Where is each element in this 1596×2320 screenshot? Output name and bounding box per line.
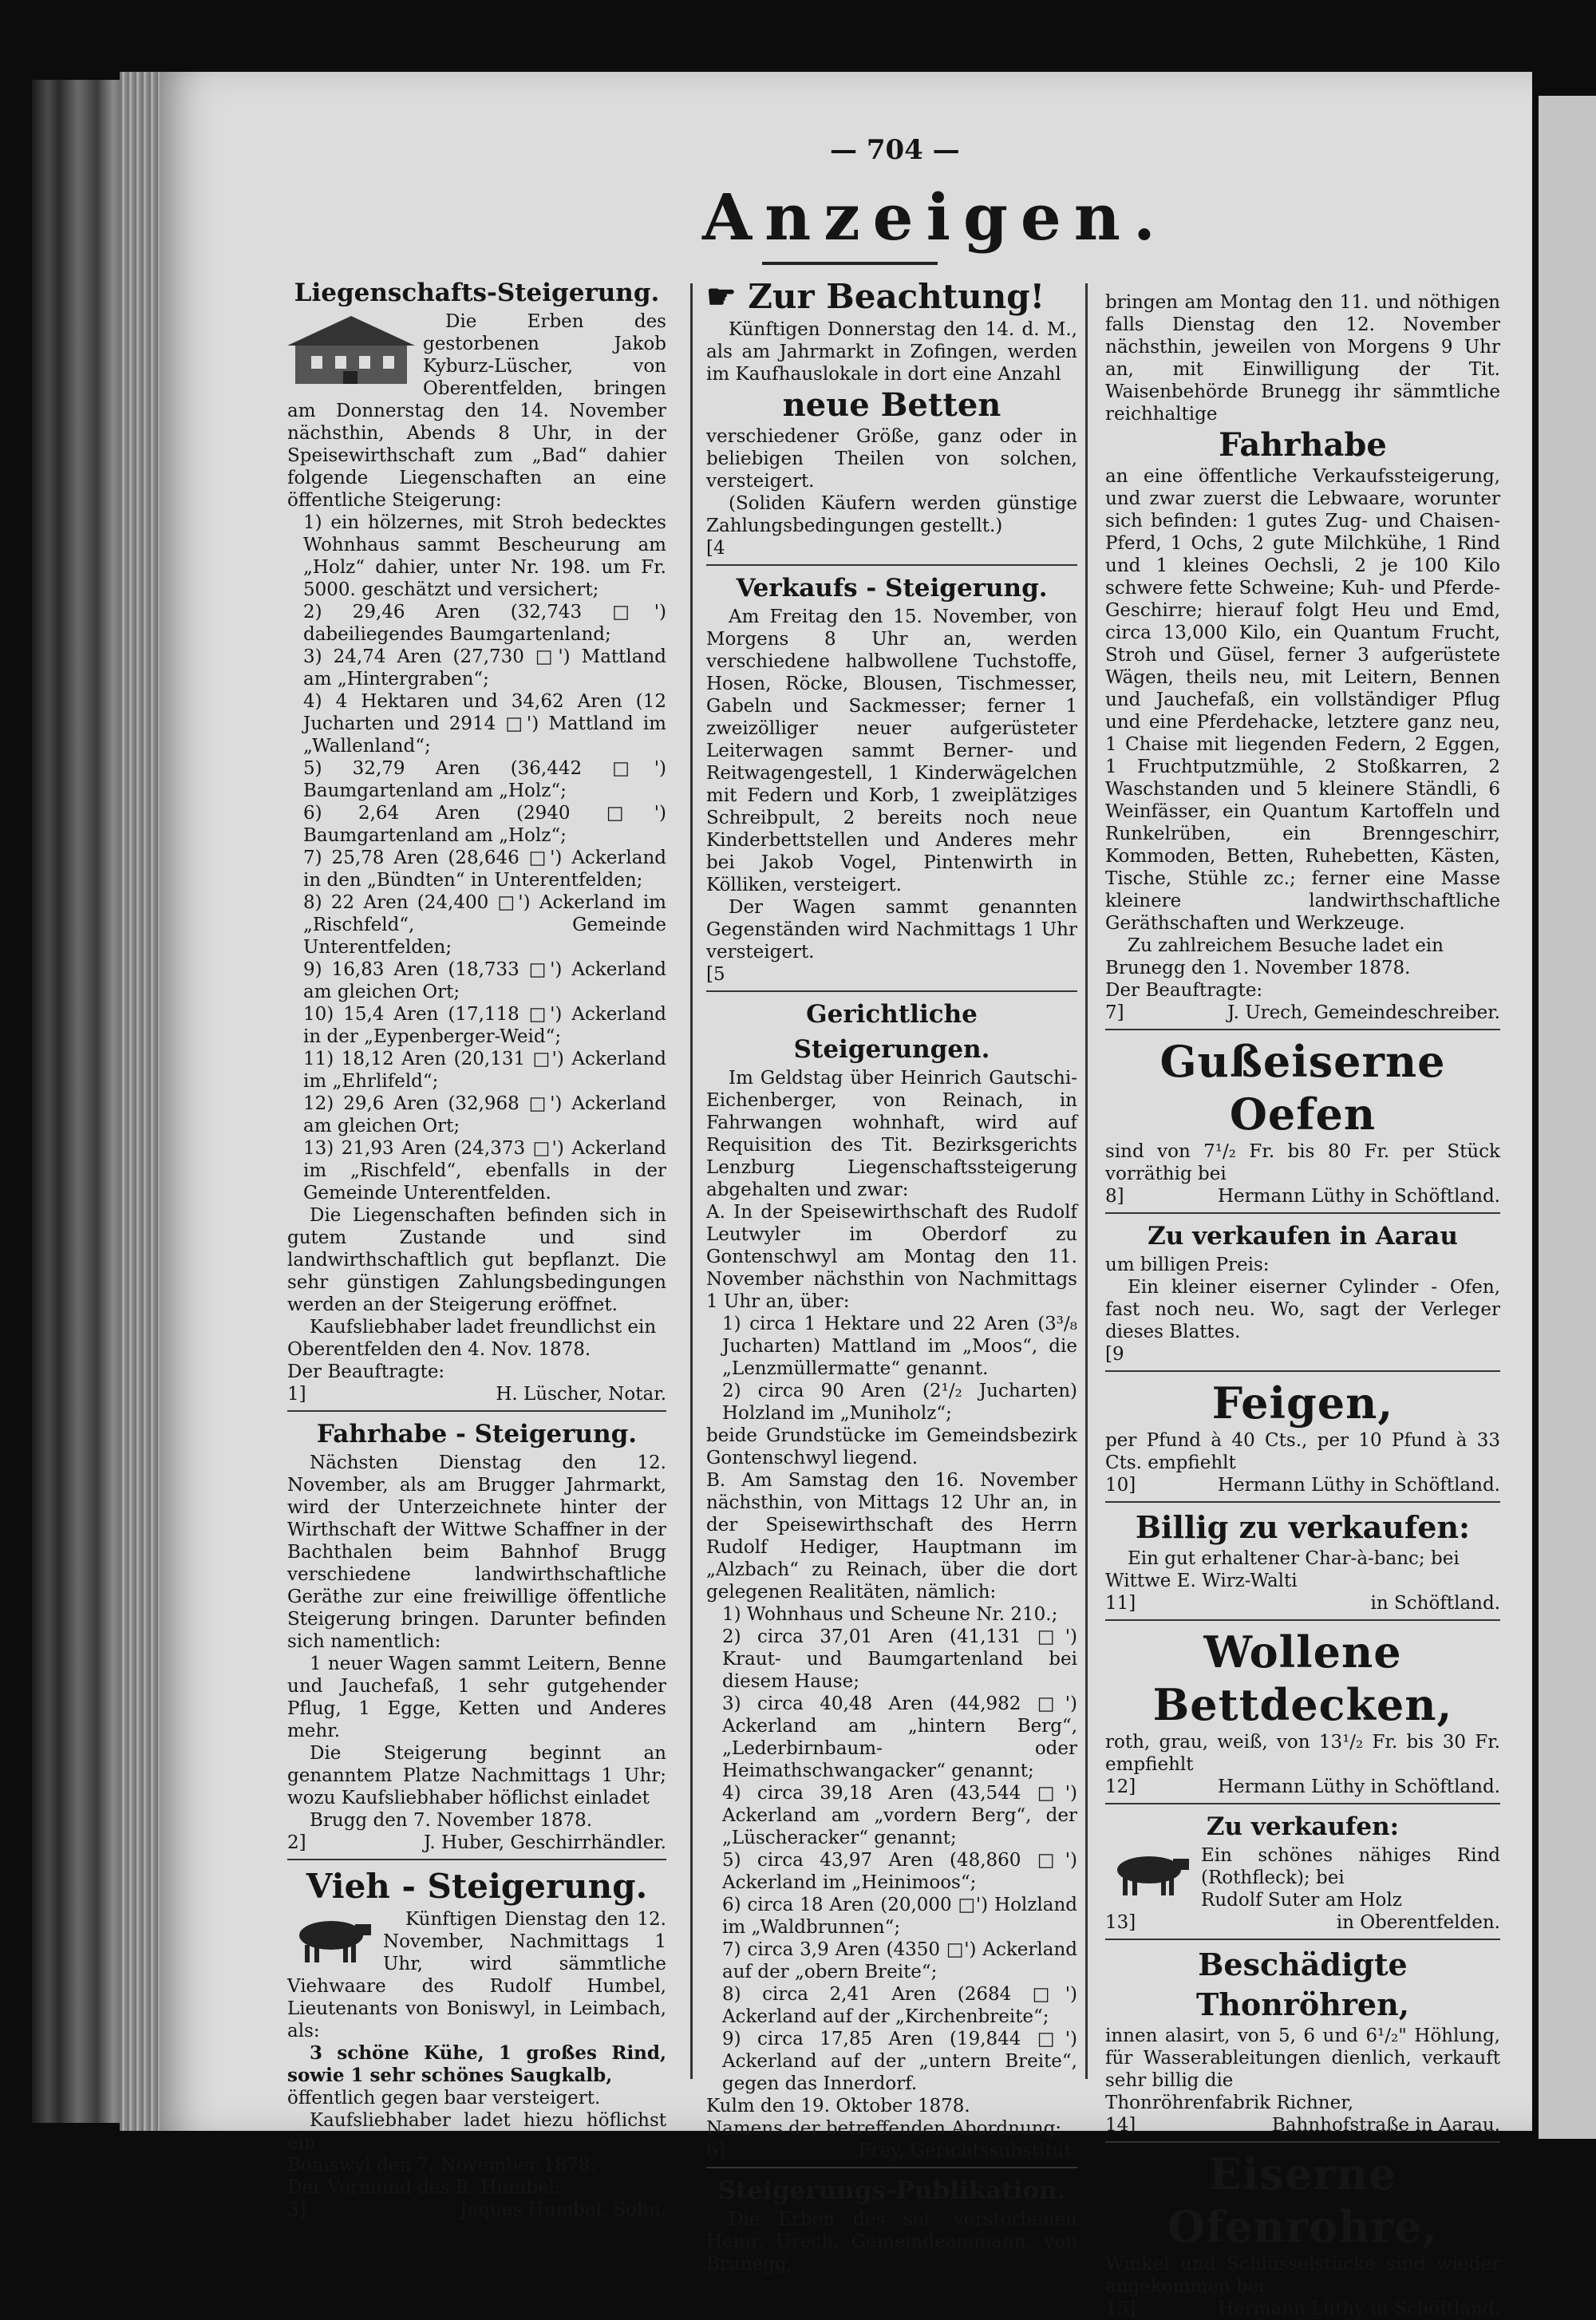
ad-number: 8] xyxy=(1105,1186,1124,1207)
ad-title: Fahrhabe - Steigerung. xyxy=(316,1420,638,1449)
ad-signature: Bahnhofstraße in Aarau. xyxy=(1271,2115,1500,2136)
ad-signature-line xyxy=(706,2140,1077,2162)
ad-signature-name: Thonröhrenfabrik Richner, xyxy=(1105,2093,1354,2113)
ad-body: Die Liegenschaften befinden sich in gutem Zustande und sind landwirthschaftlich gut bepflanzt. Die sehr günstigen Zahlungsbedingungen werden an der Steigerung eröffnet. xyxy=(287,1205,666,1315)
ad-note: beide Grundstücke im Gemeindsbezirk Gontenschwyl liegend. xyxy=(706,1425,1077,1468)
ad-number: 10] xyxy=(1105,1475,1136,1496)
ad-body: an eine öffentliche Verkaufssteigerung, und zwar zuerst die Lebwaare, worunter sich befinden: 1 gutes Zug- und Chaisen-Pferd, 1 Ochs, 2 gute Milchkühe, 1 Rind und 1 kleines Oechsli, 2 je 100 Kilo schwere fette Schweine; Kuh- und Pferde-Geschirre; hierauf folgt Heu und Emd, circa 13,000 Kilo, ein Quantum Frucht, Stroh und Güsel, ferner 3 aufgerüstete Wägen, theils neu, mit Leitern, Bennen und Jauchefaß, ein vollständiger Pflug und eine Pferdehacke, letztere ganz neu, 1 Chaise mit liegenden Federn, 2 Eggen, 1 Fruchtputzmühle, 2 Stoßkarren, 2 Waschstanden und 5 kleinere Ständli, 6 Weinfässer, ein Quantum Kartoffeln und Runkelrüben, ein Brenngeschirr, Kommoden, Betten, Ruhebetten, Kästen, Tische, Stühle zc.; ferner eine Masse kleinere landwirthschaftliche Geräthschaften und Werkzeuge. xyxy=(1105,466,1500,934)
ad-signature: Frey, Gerichtssubstitut. xyxy=(858,2140,1077,2161)
ad-signature-line xyxy=(1105,1592,1500,1615)
page-number: — 704 — xyxy=(830,134,960,166)
column-divider-2 xyxy=(1085,283,1088,2079)
ad-intro: Die Erben des gestorbenen Jakob Kyburz-Lüscher, von Oberentfelden, bringen am Donnerstag den 14. November nächsthin, Abends 8 Uhr, in der Speisewirthschaft zum „Bad“ dahier folgende Liegenschaften an eine öffentliche Steigerung: xyxy=(287,311,666,511)
ad-number: 15] xyxy=(1105,2298,1136,2319)
ad-signature: in Oberentfelden. xyxy=(1336,1912,1500,1933)
ad-signature-line xyxy=(1105,1474,1500,1496)
list-item: 2) circa 90 Aren (2¹/₂ Jucharten) Holzland im „Muniholz“; xyxy=(722,1381,1077,1424)
ad-subtitle: um billigen Preis: xyxy=(1105,1255,1270,1275)
ad-separator xyxy=(287,1859,666,1860)
ad-invite: Zu zahlreichem Besuche ladet ein xyxy=(1128,935,1444,956)
adjacent-page-edge xyxy=(1539,96,1596,2139)
ad-signature: Hermann Lüthy in Schöftland. xyxy=(1217,2298,1500,2319)
ad-signature-line xyxy=(287,1832,666,1854)
property-list xyxy=(303,512,666,1204)
ad-signature: in Schöftland. xyxy=(1370,1593,1500,1614)
column-3 xyxy=(1105,291,1500,2320)
ad-number: 6] xyxy=(706,2140,725,2161)
column-2 xyxy=(706,275,1077,2275)
ad-agent-label: Der Beauftragte: xyxy=(1105,980,1263,1001)
ad-signature-line xyxy=(1105,1002,1500,1024)
list-item: 6) 2,64 Aren (2940 □') Baumgartenland am „Holz“; xyxy=(303,803,666,846)
ad-signature-line xyxy=(1105,2114,1500,2136)
column-1 xyxy=(287,275,666,2221)
ad-separator xyxy=(1105,1501,1500,1503)
ad-separator xyxy=(1105,1370,1500,1372)
ad-title: Wollene Bettdecken, xyxy=(1152,1626,1453,1730)
ad-signature: Hermann Lüthy in Schöftland. xyxy=(1217,1186,1500,1207)
list-item: 1) ein hölzernes, mit Stroh bedecktes Wohnhaus sammt Bescheurung am „Holz“ dahier, unter Nr. 198. um Fr. 5000. geschätzt und versichert; xyxy=(303,512,666,600)
column-divider-1 xyxy=(690,283,693,2079)
ad-signature-line xyxy=(1105,1185,1500,1207)
ad-place-date: Brugg den 7. November 1878. xyxy=(310,1810,593,1831)
list-item: 2) circa 37,01 Aren (41,131 □') Kraut- und Baumgartenland bei diesem Hause; xyxy=(722,1626,1077,1692)
ad-signature-line xyxy=(1105,2298,1500,2320)
ad-body: Ein kleiner eiserner Cylinder - Ofen, fast noch neu. Wo, sagt der Verleger dieses Blattes. xyxy=(1105,1277,1500,1342)
cow-illustration xyxy=(287,1910,375,1971)
ad-title: Gerichtliche Steigerungen. xyxy=(793,1000,990,1064)
ad-separator xyxy=(1105,1029,1500,1030)
ad-section-a: A. In der Speisewirthschaft des Rudolf Leutwyler im Oberdorf zu Gontenschwyl am Montag den 11. November nächsthin von Nachmittags 1 Uhr an, über: xyxy=(706,1202,1077,1312)
ad-highlight: neue Betten xyxy=(782,386,1001,424)
ad-invite: Kaufsliebhaber ladet hiezu höflichst ein xyxy=(287,2110,666,2153)
ad-title: Vieh - Steigerung. xyxy=(306,1867,648,1906)
pointing-hand-icon: ☛ xyxy=(706,277,749,316)
ad-number: 12] xyxy=(1105,1777,1136,1797)
ad-intro: Im Geldstag über Heinrich Gautschi-Eichenberger, von Reinach, in Fahrwangen wohnhaft, wird auf Requisition des Tit. Bezirksgerichts Lenzburg Liegenschaftssteigerung abgehalten und zwar: xyxy=(706,1068,1077,1200)
ad-number: [9 xyxy=(1105,1344,1124,1365)
list-item: 8) 22 Aren (24,400 □') Ackerland im „Rischfeld“, Gemeinde Unterentfelden; xyxy=(303,892,666,958)
ad-separator xyxy=(1105,1619,1500,1621)
ad-list: 1 neuer Wagen sammt Leitern, Benne und Jauchefaß, 1 sehr gutgehender Pflug, 1 Egge, Ketten und Anderes mehr. xyxy=(287,1654,666,1741)
ad-separator xyxy=(1105,1939,1500,1940)
list-item: 2) 29,46 Aren (32,743 □') dabeiliegendes Baumgartenland; xyxy=(303,602,666,645)
ad-title: Zu verkaufen: xyxy=(1206,1812,1400,1841)
masthead-rule xyxy=(762,262,938,265)
list-item: 3) 24,74 Aren (27,730 □') Mattland am „Hintergraben“; xyxy=(303,646,666,690)
list-item: 5) 32,79 Aren (36,442 □') Baumgartenland am „Holz“; xyxy=(303,758,666,801)
ad-number: 13] xyxy=(1105,1912,1136,1933)
ad-signature-name: Wittwe E. Wirz-Walti xyxy=(1105,1571,1298,1591)
ad-signature: J. Urech, Gemeindeschreiber. xyxy=(1227,1002,1500,1023)
ad-signature: Hermann Lüthy in Schöftland. xyxy=(1217,1777,1500,1797)
masthead-title: Anzeigen. xyxy=(702,180,1168,255)
ad-body: sind von 7¹/₂ Fr. bis 80 Fr. per Stück vorräthig bei xyxy=(1105,1141,1500,1184)
ad-title: Feigen, xyxy=(1211,1377,1394,1429)
ad-body: per Pfund à 40 Cts., per 10 Pfund à 33 Cts. empfiehlt xyxy=(1105,1430,1500,1473)
ad-body: bringen am Montag den 11. und nöthigen falls Dienstag den 12. November nächsthin, jeweilen von Morgens 9 Uhr an, mit Einwilligung der Tit. Waisenbehörde Brunegg ihr sämmtliche reichhaltige xyxy=(1105,292,1500,425)
ad-body: Die Steigerung beginnt an genanntem Platze Nachmittags 1 Uhr; wozu Kaufsliebhaber höflichst einladet xyxy=(287,1743,666,1808)
ad-section-b: B. Am Samstag den 16. November nächsthin, von Mittags 12 Uhr an, in der Speisewirthschaft des Herrn Rudolf Hediger, Hauptmann im „Alzbach“ zu Reinach, über die dort gelegenen Realitäten, nämlich: xyxy=(706,1470,1077,1603)
list-item: 4) 4 Hektaren und 34,62 Aren (12 Jucharten und 2914 □') Mattland im „Wallenland“; xyxy=(303,691,666,757)
ad-title: Beschädigte Thonröhren, xyxy=(1196,1947,1409,2022)
ad-authority: Namens der betreffenden Abordnung: xyxy=(706,2118,1062,2139)
list-item: 5) circa 43,97 Aren (48,860 □') Ackerland im „Heinimoos“; xyxy=(722,1850,1077,1893)
ad-title: Liegenschafts-Steigerung. xyxy=(294,279,660,307)
ad-place-date: Oberentfelden den 4. Nov. 1878. xyxy=(287,1339,591,1360)
list-item: 7) 25,78 Aren (28,646 □') Ackerland in den „Bündten“ in Unterentfelden; xyxy=(303,848,666,891)
ad-highlight: Fahrhabe xyxy=(1219,426,1387,464)
ad-separator xyxy=(1105,1803,1500,1804)
ad-separator xyxy=(706,564,1077,566)
list-item: 13) 21,93 Aren (24,373 □') Ackerland im „Rischfeld“, ebenfalls in der Gemeinde Unterentfelden. xyxy=(303,1138,666,1203)
ad-title: Verkaufs - Steigerung. xyxy=(736,574,1048,603)
list-item: 9) 16,83 Aren (18,733 □') Ackerland am gleichen Ort; xyxy=(303,959,666,1002)
ad-body: verschiedener Größe, ganz oder in beliebigen Theilen von solchen, versteigert. xyxy=(706,426,1077,492)
list-item: 7) circa 3,9 Aren (4350 □') Ackerland auf der „obern Breite“; xyxy=(722,1939,1077,1982)
ad-signature-line xyxy=(287,1383,666,1405)
ad-signature-line xyxy=(1105,1911,1500,1934)
ad-body: Am Freitag den 15. November, von Morgens 8 Uhr an, werden verschiedene halbwollene Tuchstoffe, Hosen, Röcke, Blousen, Tischmesser, Gabeln und Sackmesser; ferner 1 zweizölliger neuer aufgerüsteter Leiterwagen sammt Berner- und Reitwagengestell, 1 Kinderwägelchen mit Federn und Korb, 1 zweiplätziges Schreibpult, 2 bereits noch neue Kinderbettstellen und Anderes mehr bei Jakob Vogel, Pintenwirth in Kölliken, versteigert. xyxy=(706,607,1077,895)
ad-body: öffentlich gegen baar versteigert. xyxy=(287,2088,601,2109)
ad-separator xyxy=(1105,2141,1500,2143)
ad-body: Winkel und Schlüsselstücke sind wieder angekommen bei xyxy=(1105,2254,1500,2297)
ad-separator xyxy=(287,1410,666,1412)
ad-list: 3 schöne Kühe, 1 großes Rind, sowie 1 sehr schönes Saugkalb, xyxy=(287,2042,666,2086)
ad-body: roth, grau, weiß, von 13¹/₂ Fr. bis 30 Fr. empfiehlt xyxy=(1105,1732,1500,1775)
cow-illustration xyxy=(1105,1846,1193,1904)
ad-signature-line xyxy=(1105,1776,1500,1798)
ad-agent-label: Der Vormund des R. Humbel: xyxy=(287,2177,561,2198)
list-item: 3) circa 40,48 Aren (44,982 □') Ackerland am „hintern Berg“, „Lederbirnbaum- oder Heimathschwangacker“ genannt; xyxy=(722,1694,1077,1781)
ad-title: Eiserne Ofenrohre, xyxy=(1167,2148,1439,2252)
list-item: 1) circa 1 Hektare und 22 Aren (3³/₈ Jucharten) Mattland im „Moos“, die „Lenzmüllermatte“ genannt. xyxy=(722,1314,1077,1379)
ad-body: Der Wagen sammt genannten Gegenständen wird Nachmittags 1 Uhr versteigert. xyxy=(706,897,1077,962)
house-illustration xyxy=(287,312,415,393)
ad-title: Steigerungs-Publikation. xyxy=(717,2176,1066,2205)
ad-number: [4 xyxy=(706,538,725,559)
ad-number: 7] xyxy=(1105,1002,1124,1023)
ad-title: Zu verkaufen in Aarau xyxy=(1148,1222,1458,1251)
ad-number: [5 xyxy=(706,964,725,985)
ad-number: 2] xyxy=(287,1832,306,1853)
ad-invite: Kaufsliebhaber ladet freundlichst ein xyxy=(310,1317,657,1338)
ad-signature: Jaques Humbel, Sohn. xyxy=(460,2199,666,2220)
list-item: 8) circa 2,41 Aren (2684 □') Ackerland auf der „Kirchenbreite“; xyxy=(722,1984,1077,2027)
ad-place-date: Kulm den 19. Oktober 1878. xyxy=(706,2096,970,2116)
ad-body: Ein gut erhaltener Char-à-banc; bei xyxy=(1128,1548,1460,1569)
ad-place-date: Brunegg den 1. November 1878. xyxy=(1105,958,1411,978)
ad-signature-line xyxy=(287,2199,666,2221)
ad-body: Künftigen Donnerstag den 14. d. M., als am Jahrmarkt in Zofingen, werden im Kaufhauslokale in dort eine Anzahl xyxy=(706,319,1077,385)
ad-signature-name: Rudolf Suter am Holz xyxy=(1201,1890,1402,1911)
ad-title: Billig zu verkaufen: xyxy=(1135,1509,1471,1545)
ad-note: (Soliden Käufern werden günstige Zahlungsbedingungen gestellt.) xyxy=(706,493,1077,536)
ad-number: 14] xyxy=(1105,2115,1136,2136)
ad-place-date: Boniswyl den 7. November 1878. xyxy=(287,2155,596,2176)
list-item: 9) circa 17,85 Aren (19,844 □') Ackerland auf der „untern Breite“, gegen das Innerdorf. xyxy=(722,2029,1077,2094)
ad-agent-label: Der Beauftragte: xyxy=(287,1362,445,1382)
list-item: 1) Wohnhaus und Scheune Nr. 210.; xyxy=(722,1604,1058,1625)
ad-body: Ein schönes nähiges Rind (Rothfleck); bei xyxy=(1201,1845,1500,1888)
ad-number: 11] xyxy=(1105,1593,1136,1614)
list-item: 4) circa 39,18 Aren (43,544 □') Ackerland am „vordern Berg“, der „Lüscheracker“ genannt; xyxy=(722,1783,1077,1848)
ad-title: Gußeiserne Oefen xyxy=(1159,1036,1446,1140)
ad-separator xyxy=(706,2167,1077,2168)
ad-body: Die Erben des sel. verstorbenen Heinr. Urech, Gemeindeammann, von Brunegg, xyxy=(706,2209,1077,2275)
list-item: 12) 29,6 Aren (32,968 □') Ackerland am gleichen Ort; xyxy=(303,1093,666,1136)
ad-signature: J. Huber, Geschirrhändler. xyxy=(424,1832,666,1853)
list-item: 6) circa 18 Aren (20,000 □') Holzland im „Waldbrunnen“; xyxy=(722,1895,1077,1938)
ad-number: 3] xyxy=(287,2199,306,2220)
ad-body: Nächsten Dienstag den 12. November, als am Brugger Jahrmarkt, wird der Unterzeichnete hinter der Wirthschaft der Wittwe Schaffner in der Bachthalen beim Bahnhof Brugg verschiedene landwirthschaftliche Geräthe zur eine freiwillige öffentliche Steigerung bringen. Darunter befinden sich namentlich: xyxy=(287,1452,666,1652)
ad-signature: Hermann Lüthy in Schöftland. xyxy=(1217,1475,1500,1496)
list-item: 10) 15,4 Aren (17,118 □') Ackerland in der „Eypenberger-Weid“; xyxy=(303,1004,666,1047)
list-item: 11) 18,12 Aren (20,131 □') Ackerland im „Ehrlifeld“; xyxy=(303,1049,666,1092)
property-list-a xyxy=(722,1313,1077,1425)
ad-separator xyxy=(1105,1212,1500,1214)
ad-number: 1] xyxy=(287,1384,306,1405)
ad-body: innen alasirt, von 5, 6 und 6¹/₂" Höhlung, für Wasserableitungen dienlich, verkauft sehr billig die xyxy=(1105,2026,1500,2091)
ad-signature: H. Lüscher, Notar. xyxy=(496,1384,666,1405)
ad-title: ☛ Zur Beachtung! xyxy=(706,277,1045,316)
property-list-b xyxy=(722,1603,1077,2095)
ad-body: Künftigen Dienstag den 12. November, Nachmittags 1 Uhr, wird sämmtliche Viehwaare des Rudolf Humbel, Lieutenants von Boniswyl, in Leimbach, als: xyxy=(287,1909,666,2041)
ad-separator xyxy=(706,990,1077,992)
